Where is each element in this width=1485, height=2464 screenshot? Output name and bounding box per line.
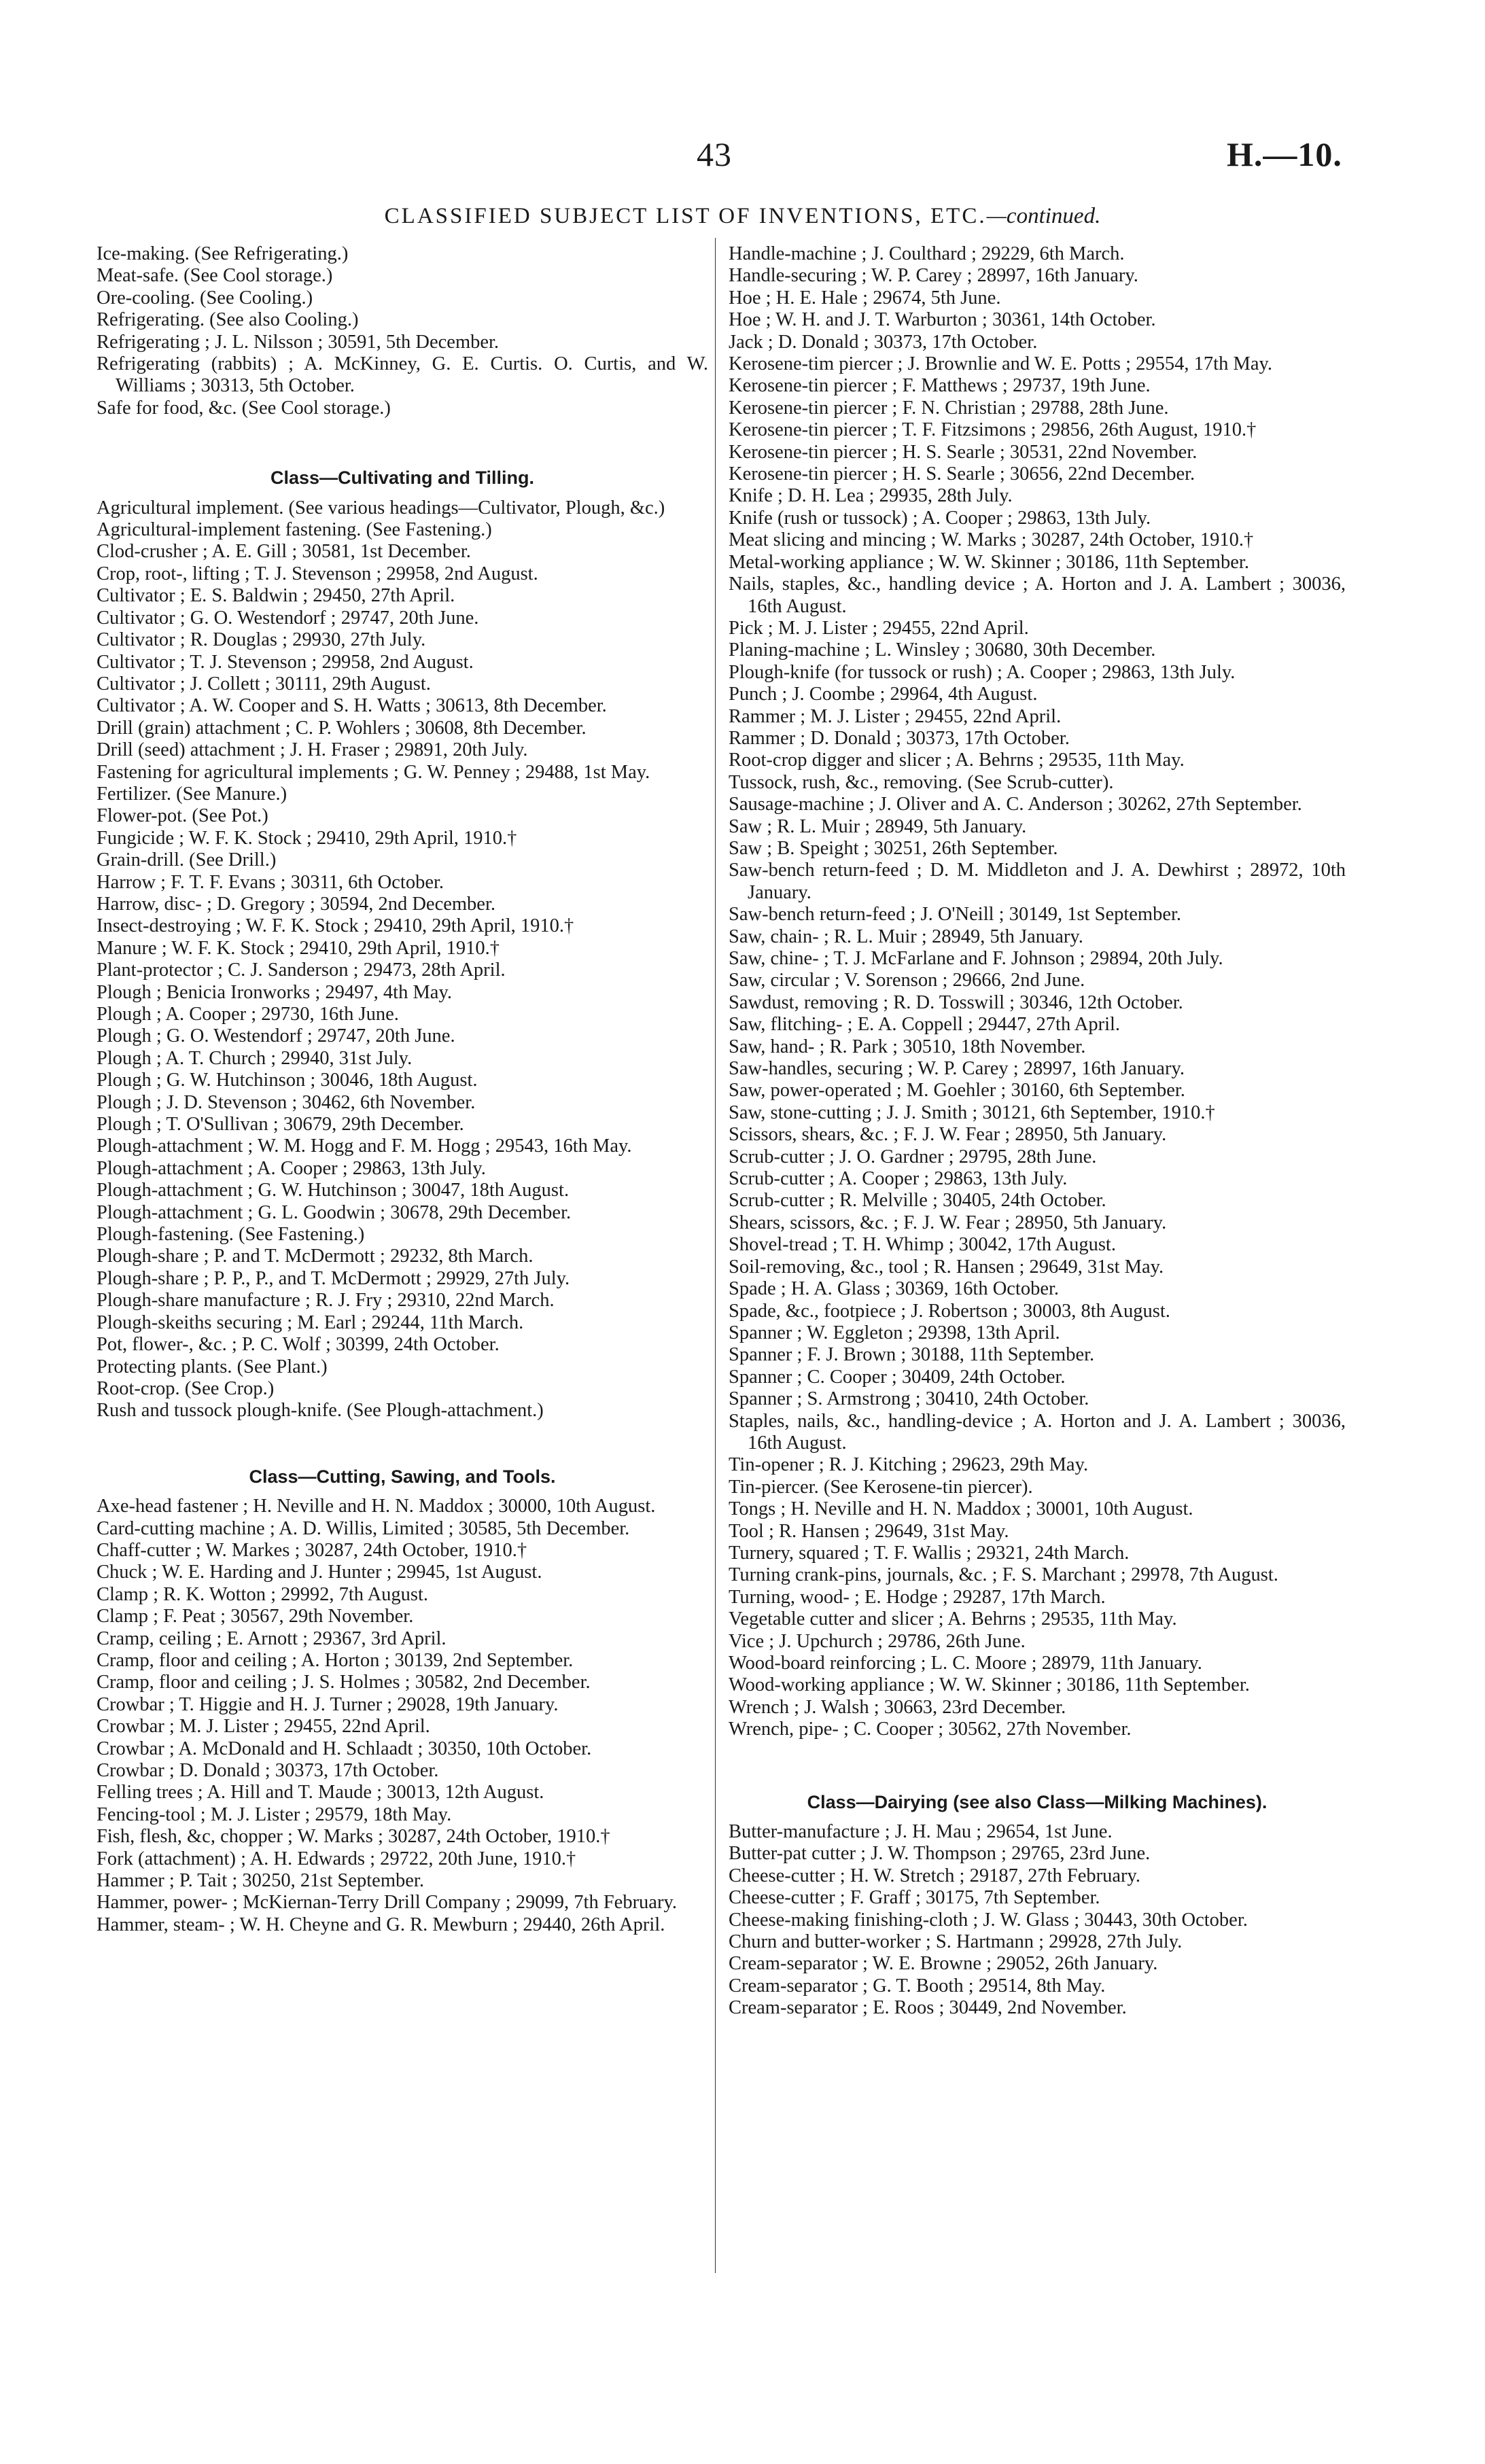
list-entry: Turnery, squared ; T. F. Wallis ; 29321, 24th March. bbox=[729, 1542, 1130, 1564]
list-entry: Plough-fastening. (See Fastening.) bbox=[97, 1224, 365, 1246]
list-entry: Crowbar ; D. Donald ; 30373, 17th October. bbox=[97, 1760, 439, 1781]
list-entry: Saw, circular ; V. Sorenson ; 29666, 2nd June. bbox=[729, 970, 1085, 991]
list-entry: Kerosene-tin piercer ; H. S. Searle ; 30656, 22nd December. bbox=[729, 463, 1195, 485]
list-entry: Meat slicing and mincing ; W. Marks ; 30287, 24th October, 1910.† bbox=[729, 529, 1254, 551]
cutting-entries bbox=[97, 1496, 708, 1936]
list-entry: Cultivator ; E. S. Baldwin ; 29450, 27th April. bbox=[97, 585, 455, 607]
list-entry: Scrub-cutter ; R. Melville ; 30405, 24th October. bbox=[729, 1190, 1106, 1212]
list-entry: Insect-destroying ; W. F. K. Stock ; 29410, 29th April, 1910.† bbox=[97, 915, 574, 937]
list-entry: Plough ; T. O'Sullivan ; 30679, 29th December. bbox=[97, 1114, 464, 1136]
list-entry: Turning, wood- ; E. Hodge ; 29287, 17th March. bbox=[729, 1586, 1106, 1608]
list-entry: Plough-skeiths securing ; M. Earl ; 29244, 11th March. bbox=[97, 1312, 524, 1333]
list-entry: Fastening for agricultural implements ; G. W. Penney ; 29488, 1st May. bbox=[97, 761, 650, 783]
list-entry: Ice-making. (See Refrigerating.) bbox=[97, 243, 349, 264]
list-entry: Saw, chine- ; T. J. McFarlane and F. Johnson ; 29894, 20th July. bbox=[729, 948, 1223, 969]
list-entry: Cultivator ; G. O. Westendorf ; 29747, 20th June. bbox=[97, 607, 479, 629]
list-entry: Saw-handles, securing ; W. P. Carey ; 28997, 16th January. bbox=[729, 1058, 1185, 1080]
list-entry: Tool ; R. Hansen ; 29649, 31st May. bbox=[729, 1520, 1009, 1542]
list-entry: Crowbar ; M. J. Lister ; 29455, 22nd April. bbox=[97, 1716, 430, 1738]
list-entry: Turning crank-pins, journals, &c. ; F. S. Marchant ; 29978, 7th August. bbox=[729, 1564, 1278, 1586]
list-entry: Ore-cooling. (See Cooling.) bbox=[97, 287, 313, 309]
list-entry: Cramp, floor and ceiling ; J. S. Holmes ; 30582, 2nd December. bbox=[97, 1672, 591, 1693]
list-entry: Fork (attachment) ; A. H. Edwards ; 29722, 20th June, 1910.† bbox=[97, 1848, 576, 1869]
list-entry: Cream-separator ; G. T. Booth ; 29514, 8th May. bbox=[729, 1975, 1106, 1996]
list-entry: Crowbar ; A. McDonald and H. Schlaadt ; 30350, 10th October. bbox=[97, 1738, 592, 1759]
list-entry: Hammer, power- ; McKiernan-Terry Drill Company ; 29099, 7th February. bbox=[97, 1892, 677, 1914]
list-entry: Plough ; G. W. Hutchinson ; 30046, 18th August. bbox=[97, 1070, 478, 1091]
list-entry: Crowbar ; T. Higgie and H. J. Turner ; 29028, 19th January. bbox=[97, 1693, 559, 1715]
list-entry: Crop, root-, lifting ; T. J. Stevenson ; 29958, 2nd August. bbox=[97, 563, 538, 584]
list-entry: Chuck ; W. E. Harding and J. Hunter ; 29945, 1st August. bbox=[97, 1562, 542, 1583]
list-entry: Sawdust, removing ; R. D. Tosswill ; 30346, 12th October. bbox=[729, 991, 1183, 1013]
list-entry: Cultivator ; A. W. Cooper and S. H. Watts ; 30613, 8th December. bbox=[97, 695, 607, 717]
list-entry: Clamp ; R. K. Wotton ; 29992, 7th August. bbox=[97, 1583, 429, 1605]
list-entry: Hoe ; H. E. Hale ; 29674, 5th June. bbox=[729, 287, 1001, 309]
list-entry: Staples, nails, &c., handling-device ; A. Horton and J. A. Lambert ; 30036, 16th August. bbox=[729, 1410, 1346, 1454]
left-column bbox=[97, 243, 708, 1936]
list-entry: Tongs ; H. Neville and H. N. Maddox ; 30001, 10th August. bbox=[729, 1498, 1193, 1520]
list-entry: Hammer ; P. Tait ; 30250, 21st September. bbox=[97, 1870, 424, 1892]
list-entry: Wood-board reinforcing ; L. C. Moore ; 28979, 11th January. bbox=[729, 1653, 1202, 1674]
right-column bbox=[729, 243, 1346, 2020]
list-entry: Cream-separator ; W. E. Browne ; 29052, 26th January. bbox=[729, 1953, 1158, 1975]
list-entry: Plough ; Benicia Ironworks ; 29497, 4th May. bbox=[97, 981, 452, 1003]
list-entry: Cream-separator ; E. Roos ; 30449, 2nd November. bbox=[729, 1997, 1127, 2019]
list-entry: Plough ; A. Cooper ; 29730, 16th June. bbox=[97, 1004, 399, 1025]
list-entry: Plough-attachment ; G. W. Hutchinson ; 30047, 18th August. bbox=[97, 1180, 570, 1201]
list-entry: Fertilizer. (See Manure.) bbox=[97, 783, 287, 805]
list-entry: Saw, stone-cutting ; J. J. Smith ; 30121, 6th September, 1910.† bbox=[729, 1102, 1215, 1123]
list-entry: Churn and butter-worker ; S. Hartmann ; 29928, 27th July. bbox=[729, 1931, 1183, 1953]
list-entry: Cheese-cutter ; F. Graff ; 30175, 7th September. bbox=[729, 1887, 1100, 1909]
list-entry: Drill (seed) attachment ; J. H. Fraser ; 29891, 20th July. bbox=[97, 739, 528, 761]
list-entry: Cramp, ceiling ; E. Arnott ; 29367, 3rd April. bbox=[97, 1627, 447, 1649]
list-entry: Hammer, steam- ; W. H. Cheyne and G. R. Mewburn ; 29440, 26th April. bbox=[97, 1914, 665, 1935]
section-heading-cutting: Class—Cutting, Sawing, and Tools. bbox=[249, 1466, 556, 1487]
list-entry: Rush and tussock plough-knife. (See Plough-attachment.) bbox=[97, 1400, 544, 1422]
list-entry: Handle-securing ; W. P. Carey ; 28997, 16th January. bbox=[729, 265, 1138, 287]
list-entry: Refrigerating (rabbits) ; A. McKinney, G. E. Curtis. O. Curtis, and W. Williams ; 30313, 5th October. bbox=[97, 353, 708, 397]
list-entry: Spanner ; F. J. Brown ; 30188, 11th September. bbox=[729, 1344, 1095, 1366]
list-entry: Metal-working appliance ; W. W. Skinner ; 30186, 11th September. bbox=[729, 551, 1249, 573]
list-entry: Saw ; R. L. Muir ; 28949, 5th January. bbox=[729, 815, 1027, 837]
list-entry: Spade, &c., footpiece ; J. Robertson ; 30003, 8th August. bbox=[729, 1300, 1170, 1322]
list-entry: Kerosene-tin piercer ; F. N. Christian ; 29788, 28th June. bbox=[729, 397, 1169, 419]
list-entry: Spade ; H. A. Glass ; 30369, 16th October. bbox=[729, 1278, 1060, 1300]
list-entry: Refrigerating ; J. L. Nilsson ; 30591, 5th December. bbox=[97, 331, 500, 353]
list-entry: Jack ; D. Donald ; 30373, 17th October. bbox=[729, 331, 1038, 353]
list-entry: Fish, flesh, &c, chopper ; W. Marks ; 30287, 24th October, 1910.† bbox=[97, 1826, 610, 1848]
list-entry: Handle-machine ; J. Coulthard ; 29229, 6th March. bbox=[729, 243, 1125, 264]
list-entry: Scrub-cutter ; J. O. Gardner ; 29795, 28th June. bbox=[729, 1146, 1097, 1167]
running-title bbox=[0, 204, 1485, 229]
list-entry: Tin-opener ; R. J. Kitching ; 29623, 29th May. bbox=[729, 1454, 1089, 1476]
list-entry: Plant-protector ; C. J. Sanderson ; 29473, 28th April. bbox=[97, 960, 506, 981]
list-entry: Cultivator ; J. Collett ; 30111, 29th August. bbox=[97, 673, 431, 694]
list-entry: Wrench, pipe- ; C. Cooper ; 30562, 27th November. bbox=[729, 1719, 1132, 1740]
list-entry: Plough ; G. O. Westendorf ; 29747, 20th June. bbox=[97, 1025, 455, 1047]
list-entry: Kerosene-tin piercer ; F. Matthews ; 29737, 19th June. bbox=[729, 375, 1151, 397]
list-entry: Knife (rush or tussock) ; A. Cooper ; 29863, 13th July. bbox=[729, 507, 1151, 529]
list-entry: Flower-pot. (See Pot.) bbox=[97, 805, 268, 827]
list-entry: Planing-machine ; L. Winsley ; 30680, 30th December. bbox=[729, 639, 1156, 661]
list-entry: Rammer ; D. Donald ; 30373, 17th October. bbox=[729, 727, 1070, 749]
list-entry: Felling trees ; A. Hill and T. Maude ; 30013, 12th August. bbox=[97, 1782, 544, 1803]
list-entry: Plough-attachment ; W. M. Hogg and F. M. Hogg ; 29543, 16th May. bbox=[97, 1136, 632, 1157]
cultivating-entries bbox=[97, 497, 708, 1422]
list-entry: Axe-head fastener ; H. Neville and H. N. Maddox ; 30000, 10th August. bbox=[97, 1496, 656, 1517]
list-entry: Root-crop. (See Crop.) bbox=[97, 1377, 275, 1399]
list-entry: Agricultural-implement fastening. (See Fastening.) bbox=[97, 519, 492, 541]
list-entry: Cramp, floor and ceiling ; A. Horton ; 30139, 2nd September. bbox=[97, 1649, 574, 1671]
list-entry: Saw, chain- ; R. L. Muir ; 28949, 5th January. bbox=[729, 926, 1083, 947]
list-entry: Harrow ; F. T. F. Evans ; 30311, 6th October. bbox=[97, 871, 444, 893]
list-entry: Plough-share manufacture ; R. J. Fry ; 29310, 22nd March. bbox=[97, 1290, 555, 1312]
section-heading-cultivating: Class—Cultivating and Tilling. bbox=[270, 468, 535, 489]
list-entry: Spanner ; S. Armstrong ; 30410, 24th October. bbox=[729, 1388, 1089, 1410]
section-heading-dairying: Class—Dairying (see also Class—Milking Machines). bbox=[807, 1791, 1268, 1812]
column-divider bbox=[715, 238, 716, 2273]
list-entry: Scissors, shears, &c. ; F. J. W. Fear ; 28950, 5th January. bbox=[729, 1124, 1167, 1146]
list-entry: Saw, flitching- ; E. A. Coppell ; 29447, 27th April. bbox=[729, 1014, 1121, 1036]
list-entry: Safe for food, &c. (See Cool storage.) bbox=[97, 397, 391, 419]
list-entry: Rammer ; M. J. Lister ; 29455, 22nd April. bbox=[729, 705, 1062, 727]
list-entry: Cheese-cutter ; H. W. Stretch ; 29187, 27th February. bbox=[729, 1865, 1141, 1886]
list-entry: Kerosene-tin piercer ; H. S. Searle ; 30531, 22nd November. bbox=[729, 441, 1198, 463]
list-entry: Saw, hand- ; R. Park ; 30510, 18th November. bbox=[729, 1036, 1086, 1057]
list-entry: Scrub-cutter ; A. Cooper ; 29863, 13th July. bbox=[729, 1168, 1068, 1190]
list-entry: Clod-crusher ; A. E. Gill ; 30581, 1st December. bbox=[97, 541, 471, 563]
list-entry: Plough-attachment ; A. Cooper ; 29863, 13th July. bbox=[97, 1157, 486, 1179]
list-entry: Meat-safe. (See Cool storage.) bbox=[97, 265, 333, 287]
list-entry: Pick ; M. J. Lister ; 29455, 22nd April. bbox=[729, 617, 1029, 639]
running-title-text: CLASSIFIED SUBJECT LIST OF INVENTIONS, ETC. bbox=[384, 204, 987, 228]
list-entry: Pot, flower-, &c. ; P. C. Wolf ; 30399, 24th October. bbox=[97, 1334, 500, 1356]
list-entry: Sausage-machine ; J. Oliver and A. C. Anderson ; 30262, 27th September. bbox=[729, 794, 1302, 815]
list-entry: Grain-drill. (See Drill.) bbox=[97, 849, 277, 871]
dairying-entries bbox=[729, 1821, 1346, 2020]
page-code: H.—10. bbox=[1227, 135, 1342, 173]
list-entry: Kerosene-tim piercer ; J. Brownlie and W. E. Potts ; 29554, 17th May. bbox=[729, 353, 1272, 375]
list-entry: Saw-bench return-feed ; J. O'Neill ; 30149, 1st September. bbox=[729, 904, 1182, 926]
list-entry: Plough-share ; P. P., P., and T. McDermott ; 29929, 27th July. bbox=[97, 1267, 570, 1289]
list-entry: Saw-bench return-feed ; D. M. Middleton and J. A. Dewhirst ; 28972, 10th January. bbox=[729, 860, 1346, 903]
list-entry: Drill (grain) attachment ; C. P. Wohlers ; 30608, 8th December. bbox=[97, 717, 587, 739]
list-entry: Saw, power-operated ; M. Goehler ; 30160, 6th September. bbox=[729, 1080, 1185, 1102]
list-entry: Kerosene-tin piercer ; T. F. Fitzsimons ; 29856, 26th August, 1910.† bbox=[729, 419, 1257, 441]
list-entry: Tussock, rush, &c., removing. (See Scrub-cutter). bbox=[729, 771, 1114, 793]
list-entry: Cultivator ; T. J. Stevenson ; 29958, 2nd August. bbox=[97, 651, 474, 673]
list-entry: Plough-share ; P. and T. McDermott ; 29232, 8th March. bbox=[97, 1246, 534, 1267]
list-entry: Shovel-tread ; T. H. Whimp ; 30042, 17th August. bbox=[729, 1234, 1116, 1256]
list-entry: Knife ; D. H. Lea ; 29935, 28th July. bbox=[729, 485, 1013, 507]
list-entry: Chaff-cutter ; W. Markes ; 30287, 24th October, 1910.† bbox=[97, 1539, 527, 1561]
list-entry: Card-cutting machine ; A. D. Willis, Limited ; 30585, 5th December. bbox=[97, 1517, 630, 1539]
list-entry: Shears, scissors, &c. ; F. J. W. Fear ; 28950, 5th January. bbox=[729, 1212, 1167, 1233]
list-entry: Clamp ; F. Peat ; 30567, 29th November. bbox=[97, 1606, 414, 1627]
list-entry: Tin-piercer. (See Kerosene-tin piercer). bbox=[729, 1476, 1033, 1498]
tools-entries-continued bbox=[729, 243, 1346, 1741]
list-entry: Nails, staples, &c., handling device ; A. Horton and J. A. Lambert ; 30036, 16th August. bbox=[729, 574, 1346, 617]
list-entry: Punch ; J. Coombe ; 29964, 4th August. bbox=[729, 684, 1038, 705]
list-entry: Cheese-making finishing-cloth ; J. W. Glass ; 30443, 30th October. bbox=[729, 1909, 1248, 1931]
list-entry: Plough ; A. T. Church ; 29940, 31st July. bbox=[97, 1047, 413, 1069]
list-entry: Hoe ; W. H. and J. T. Warburton ; 30361, 14th October. bbox=[729, 309, 1156, 331]
list-entry: Agricultural implement. (See various headings—Cultivator, Plough, &c.) bbox=[97, 497, 665, 518]
list-entry: Fungicide ; W. F. K. Stock ; 29410, 29th April, 1910.† bbox=[97, 827, 517, 849]
list-entry: Plough-attachment ; G. L. Goodwin ; 30678, 29th December. bbox=[97, 1201, 572, 1223]
list-entry: Cultivator ; R. Douglas ; 29930, 27th July. bbox=[97, 629, 426, 651]
list-entry: Soil-removing, &c., tool ; R. Hansen ; 29649, 31st May. bbox=[729, 1256, 1164, 1278]
list-entry: Harrow, disc- ; D. Gregory ; 30594, 2nd December. bbox=[97, 893, 495, 915]
list-entry: Protecting plants. (See Plant.) bbox=[97, 1356, 328, 1377]
list-entry: Root-crop digger and slicer ; A. Behrns ; 29535, 11th May. bbox=[729, 750, 1185, 771]
page-number: 43 bbox=[697, 135, 732, 173]
list-entry: Manure ; W. F. K. Stock ; 29410, 29th April, 1910.† bbox=[97, 937, 500, 959]
list-entry: Plough-knife (for tussock or rush) ; A. Cooper ; 29863, 13th July. bbox=[729, 661, 1236, 683]
list-entry: Plough ; J. D. Stevenson ; 30462, 6th November. bbox=[97, 1091, 476, 1113]
list-entry: Butter-manufacture ; J. H. Mau ; 29654, 1st June. bbox=[729, 1821, 1113, 1843]
list-entry: Wood-working appliance ; W. W. Skinner ; 30186, 11th September. bbox=[729, 1674, 1250, 1696]
list-entry: Fencing-tool ; M. J. Lister ; 29579, 18th May. bbox=[97, 1803, 452, 1825]
list-entry: Saw ; B. Speight ; 30251, 26th September. bbox=[729, 837, 1058, 859]
list-entry: Wrench ; J. Walsh ; 30663, 23rd December. bbox=[729, 1696, 1066, 1718]
running-title-continued: —continued. bbox=[986, 204, 1101, 228]
intro-entries bbox=[97, 243, 708, 419]
list-entry: Vice ; J. Upchurch ; 29786, 26th June. bbox=[729, 1630, 1026, 1652]
list-entry: Spanner ; W. Eggleton ; 29398, 13th April. bbox=[729, 1322, 1060, 1343]
list-entry: Spanner ; C. Cooper ; 30409, 24th October. bbox=[729, 1366, 1066, 1388]
list-entry: Vegetable cutter and slicer ; A. Behrns ; 29535, 11th May. bbox=[729, 1608, 1177, 1630]
list-entry: Butter-pat cutter ; J. W. Thompson ; 29765, 23rd June. bbox=[729, 1843, 1151, 1865]
list-entry: Refrigerating. (See also Cooling.) bbox=[97, 309, 359, 331]
